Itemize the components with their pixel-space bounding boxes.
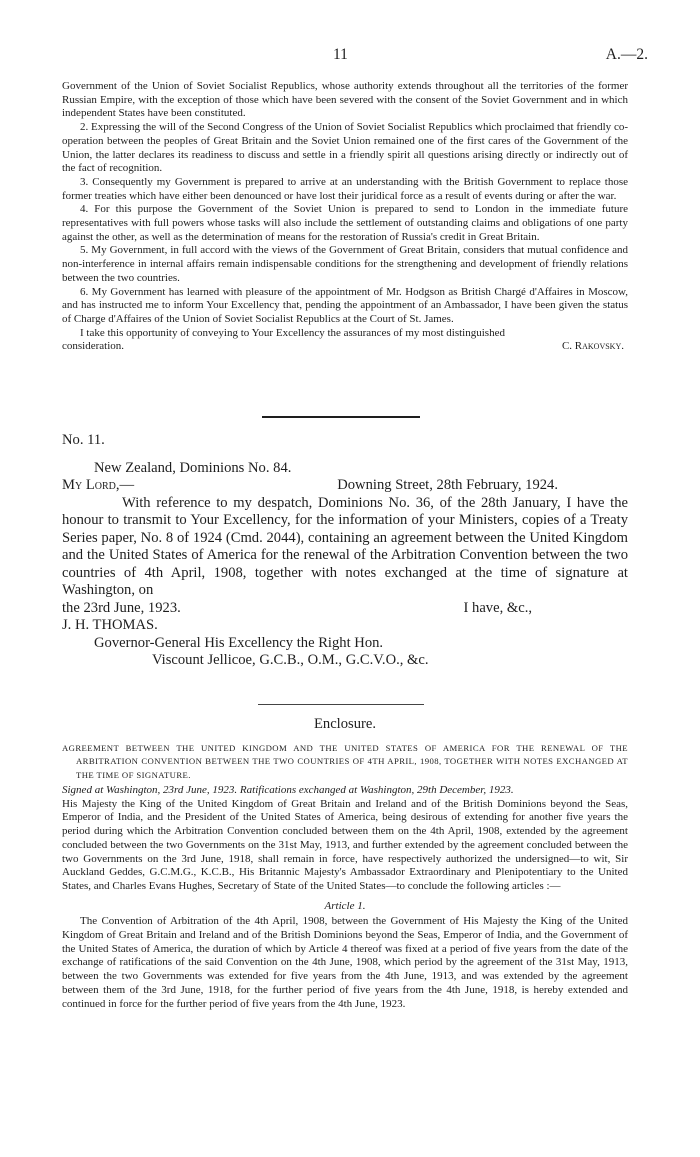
rakovsky-letter-continuation: [62, 80, 628, 354]
article-text: The Convention of Arbitration of the 4th April, 1908, between the Government of His Majesty the King of the United Kingdom of Great Britain and Ireland and of the British Dominions beyond the Seas, Emperor of India, and the Government of the United States of America, the duration of which by Article 4 thereof was fixed at a period of five years from the date of the exchange of ratifications of the said Convention on the 4th June, 1908, which period by the agreement of the 31st May, 1913, between the two Governments was extended for five years from the 4th June, 1913, and was extended by the agreement between them of the 3rd June, 1918, for the further period of five years from the 4th June, 1918, is hereby extended and continued in force for the further period of five years from the 4th June, 1923.: [62, 915, 628, 1010]
agreement-title: AGREEMENT BETWEEN THE UNITED KINGDOM AND THE UNITED STATES OF AMERICA FOR THE RENEWAL OF THE ARBITRATION CONVENTION BETWEEN THE TWO COUNTRIES OF 4TH APRIL, 1908, TOGETHER WITH NOTES EXCHANGED AT THE TIME OF SIGNATURE.: [62, 742, 628, 780]
closing-date: the 23rd June, 1923.: [62, 599, 181, 616]
enclosure: [62, 716, 628, 1011]
letter-paragraph: 3. Consequently my Government is prepared to arrive at an understanding with the British Government to replace those former treaties which have either been denounced or have lost their juridical force as a result of events during or after the war.: [62, 175, 628, 202]
letter-closing: [62, 340, 628, 354]
letter-paragraph: Government of the Union of Soviet Socialist Republics, whose authority extends throughout all the territories of the former Russian Empire, with the exception of those which have been severed with the consent of the Soviet Government and in which independent States have been constituted.: [62, 80, 628, 120]
page-header: [0, 46, 700, 66]
article-heading: Article 1.: [324, 899, 366, 912]
preamble: His Majesty the King of the United Kingdom of Great Britain and Ireland and of the British Dominions beyond the Seas, Emperor of India, and the President of the United States of America, being desirous of extending for another five years the period during which the Arbitration Convention concluded between them on the 4th April, 1908, extended by the agreement concluded between the two Governments on the 31st May, 1913, and further extended by the agreement concluded between the two Governments on the 3rd June, 1918, shall remain in force, have respectively authorized the undersigned—to wit, Sir Auckland Geddes, G.C.M.G., K.C.B., His Britannic Majesty's Ambassador Extraordinary and Plenipotentiary to the United States, and Charles Evans Hughes, Secretary of State of the United States—to conclude the following articles :—: [62, 797, 628, 892]
section-divider: [262, 416, 420, 418]
signed-ratified-line: Signed at Washington, 23rd June, 1923. Ratifications exchanged at Washington, 29th December, 1923.: [62, 784, 514, 796]
addressee-line-2: Viscount Jellicoe, G.C.B., O.M., G.C.V.O., &c.: [152, 652, 429, 668]
dispatch-closing-line: [62, 600, 628, 618]
letter-paragraph: I take this opportunity of conveying to Your Excellency the assurances of my most distinguished: [80, 326, 505, 339]
letter-paragraph: 4. For this purpose the Government of the Soviet Union is prepared to send to London in the immediate future representatives with full powers whose tasks will also include the settlement of outstanding claims and obligations of one party against the other, as well as the determination of means for the restoration of Russia's credit in Great Britain.: [62, 203, 628, 243]
dispatch-heading: No. 11.: [62, 432, 105, 448]
signature-rakovsky: C. Rakovsky.: [561, 340, 624, 353]
salutation: My Lord,—: [62, 477, 135, 493]
letter-paragraph: 2. Expressing the will of the Second Congress of the Union of Soviet Socialist Republics which proclaimed that friendly co-operation between the peoples of Great Britain and the Soviet Union remained one of the first cares of the Government of the Union, the latter declares its readiness to discuss and settle in a friendly spirit all questions arising directly or indirectly out of the fact of recognition.: [62, 121, 628, 175]
signature-thomas: J. H. THOMAS.: [62, 617, 158, 633]
document-reference: A.—2.: [605, 46, 648, 63]
letter-paragraph: 6. My Government has learned with pleasure of the appointment of Mr. Hodgson as British Chargé d'Affaires in Moscow, and has instructed me to inform Your Excellency that, pending the appointment of an Ambassador, I have been given the status of Charge d'Affaires of the Union of Soviet Socialist Republics at the Court of St. James.: [62, 285, 628, 325]
letter-paragraph: 5. My Government, in full accord with the views of the Government of Great Britain, considers that mutual confidence and non-interference in internal affairs remain indispensable conditions for the strengthening and development of friendly relations between the two countries.: [62, 244, 628, 284]
closing-word: consideration.: [62, 340, 125, 353]
no11-dispatch: [62, 432, 628, 670]
salutation-line: [62, 477, 628, 495]
closing-phrase: I have, &c.,: [463, 599, 532, 616]
place-date: Downing Street, 28th February, 1924.: [337, 477, 558, 493]
dispatch-reference-line: New Zealand, Dominions No. 84.: [94, 459, 292, 476]
enclosure-heading: Enclosure.: [313, 716, 376, 732]
section-divider: [258, 704, 424, 705]
page-number: 11: [333, 46, 348, 63]
dispatch-body: With reference to my despatch, Dominions No. 36, of the 28th January, I have the honour to transmit to Your Excellency, for the information of your Ministers, copies of a Treaty Series paper, No. 8 of 1924 (Cmd. 2044), containing an agreement between the United Kingdom and the United States of America for the renewal of the Arbitration Convention between the two countries of 4th April, 1908, together with notes exchanged at the time of signature at Washington, on: [62, 494, 628, 598]
addressee-line-1: Governor-General His Excellency the Right Hon.: [94, 634, 384, 651]
